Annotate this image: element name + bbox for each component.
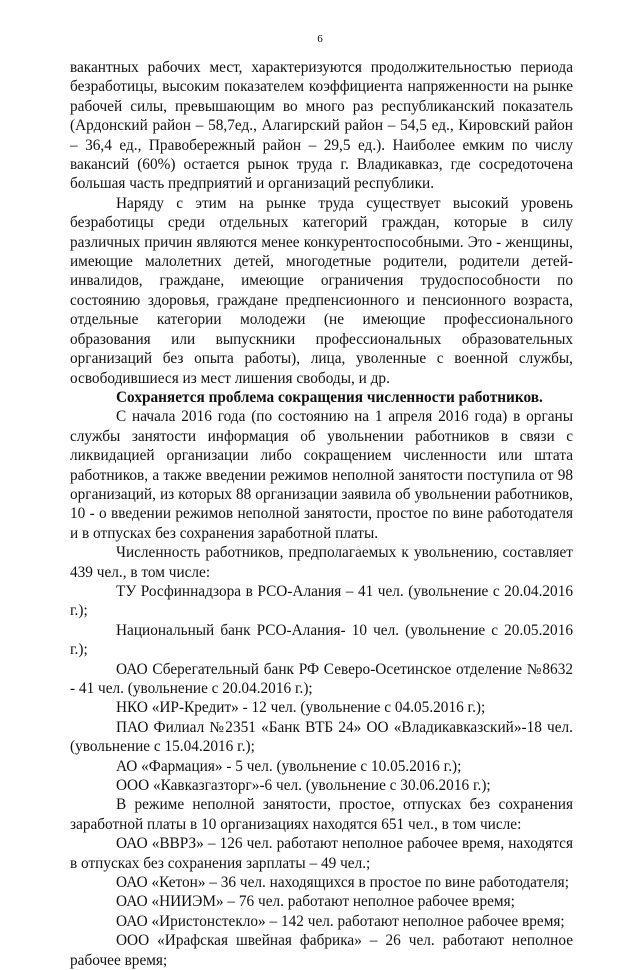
list-item: АО «Фармация» - 5 чел. (увольнение с 10.05.2016 г.); <box>116 757 462 775</box>
paragraph: Численность работников, предполагаемых к увольнению, составляет 439 чел., в том числе: <box>70 544 573 581</box>
list-item: Национальный банк РСО-Алания- 10 чел. (увольнение с 20.05.2016 г.); <box>70 621 573 659</box>
document-body <box>70 58 573 970</box>
list-item: ООО «Ирафская швейная фабрика» – 26 чел. работают неполное рабочее время; <box>70 932 573 969</box>
paragraph: Наряду с этим на рынке труда существует высокий уровень безработицы среди отдельных категорий граждан, которые в силу различных причин являются менее конкурентоспособными. Это - женщины, имеющие малолетних детей, многодетные родители, родители детей-инвалидов, граждане, имеющие ограничения трудоспособности по состоянию здоровья, граждане предпенсионного и пенсионного возраста, отдельные категории молодежи (не имеющие профессионального образования или выпускники профессиональных образовательных организаций без опыта работы), лица, уволенные с военной службы, освободившиеся из мест лишения свободы, и др. <box>70 194 573 387</box>
page-number: 6 <box>317 33 323 45</box>
paragraph: вакантных рабочих мест, характеризуются продолжительностью периода безработицы, высоким показателем коэффициента напряженности на рынке рабочей силы, превышающим во много раз республиканский показатель (Ардонский район – 58,7ед., Алагирский район – 54,5 ед., Кировский район – 36,4 ед., Правобережный район – 29,5 ед.). Наиболее емким по числу вакансий (60%) остается рынок труда г. Владикавказ, где сосредоточена большая часть предприятий и организаций республики. <box>70 59 573 193</box>
list-item: НКО «ИР-Кредит» - 12 чел. (увольнение с 04.05.2016 г.); <box>116 699 486 717</box>
list-item: ОАО Сберегательный банк РФ Северо-Осетинское отделение №8632 - 41 чел. (увольнение с 20.04.2016 г.); <box>70 660 573 697</box>
list-item: ТУ Росфиннадзора в РСО-Алания – 41 чел. (увольнение с 20.04.2016 г.); <box>70 582 573 620</box>
paragraph: С начала 2016 года (по состоянию на 1 апреля 2016 года) в органы службы занятости информация об увольнении работников в связи с ликвидацией организации либо сокращением численности или штата работников, а также введении режимов неполной занятости поступила от 98 организаций, из которых 88 организации заявила об увольнении работников, 10 - о введении режимов неполной занятости, простое по вине работодателя и в отпусках без сохранения заработной платы. <box>70 408 573 542</box>
list-item: ОАО «НИИЭМ» – 76 чел. работают неполное рабочее время; <box>116 893 515 911</box>
section-heading: Сохраняется проблема сокращения численности работников. <box>116 388 543 406</box>
list-item: ОАО «Кетон» – 36 чел. находящихся в простое по вине работодателя; <box>116 874 569 892</box>
list-item: ПАО Филиал №2351 «Банк ВТБ 24» ОО «Владикавказский»-18 чел. (увольнение с 15.04.2016 г.); <box>70 718 573 756</box>
list-item: ООО «Кавказгазторг»-6 чел. (увольнение с 30.06.2016 г.); <box>116 777 491 795</box>
list-item: ОАО «ВВРЗ» – 126 чел. работают неполное рабочее время, находятся в отпусках без сохранения зарплаты – 49 чел.; <box>70 835 573 872</box>
list-item: ОАО «Иристонстекло» – 142 чел. работают неполное рабочее время; <box>116 912 565 930</box>
paragraph: В режиме неполной занятости, простое, отпусках без сохранения заработной платы в 10 организациях находятся 651 чел., в том числе: <box>70 796 573 833</box>
